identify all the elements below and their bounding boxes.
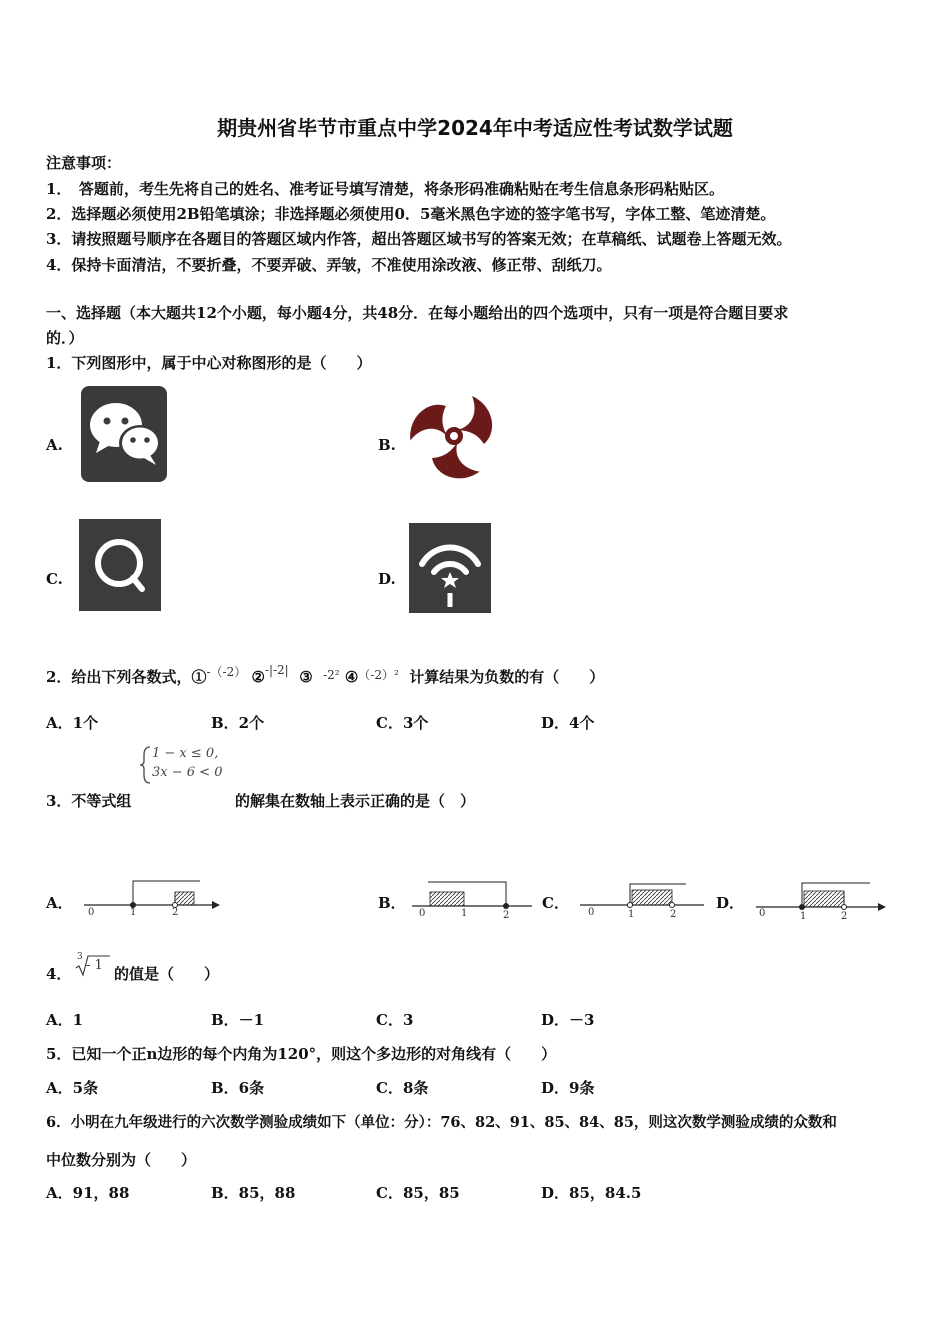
q3-option-d-label: D．: [716, 894, 745, 912]
q2-option-c: C．3个: [376, 714, 429, 732]
q3-stem-start: 3．不等式组: [46, 792, 132, 810]
q4-option-d: D．－3: [541, 1011, 595, 1029]
q3c-tick-2: 2: [670, 909, 677, 920]
phoenix-swirl-icon: [406, 388, 502, 484]
q2-stem: [46, 663, 605, 687]
q2-option-d: D．4个: [541, 714, 595, 732]
q3-option-b-label: B．: [378, 894, 406, 912]
notice-item-1: 1． 答题前，考生先将自己的姓名、准考证号填写清楚，将条形码准确粘贴在考生信息条形码粘贴区。: [46, 180, 724, 198]
page-title: 期贵州省毕节市重点中学2024年中考适应性考试数学试题: [217, 116, 733, 140]
q4-option-c: C．3: [376, 1011, 414, 1029]
q4-radical-index: 3: [77, 952, 83, 962]
q5-option-a: A．5条: [46, 1079, 99, 1097]
q3a-tick-2: 2: [172, 907, 179, 918]
q5-option-b: B．6条: [211, 1079, 265, 1097]
q3d-tick-1: 1: [800, 911, 807, 922]
q2-formula-2: -|-2|: [264, 663, 289, 677]
q4-option-a: A．1: [46, 1011, 84, 1029]
q6-option-d: D．85，84.5: [541, 1184, 642, 1202]
q3-option-c-label: C．: [542, 894, 569, 912]
q1-option-c-label: C.: [46, 570, 63, 588]
q6-option-c: C．85，85: [376, 1184, 460, 1202]
q2-formula-1: -（-2）: [206, 665, 247, 679]
q1-option-d-label: D.: [378, 570, 396, 588]
q4-option-b: B．－1: [211, 1011, 265, 1029]
q2-circle-4: ④: [344, 668, 359, 686]
q2-circle-2: ②: [251, 668, 265, 686]
q2-circle-3: ③: [299, 668, 313, 686]
q3b-tick-1: 1: [461, 908, 468, 919]
wifi-signal-icon: [408, 522, 492, 614]
q2-formula-3: -2²: [323, 668, 340, 682]
chat-bubbles-icon: [80, 385, 168, 483]
q3c-tick-0: 0: [588, 907, 595, 918]
number-line-d: [752, 876, 886, 926]
q3-option-a-label: A．: [46, 894, 73, 912]
q5-stem: 5．已知一个正n边形的每个内角为120°，则这个多边形的对角线有（ ）: [46, 1045, 557, 1063]
q2-stem-end: 计算结果为负数的有（ ）: [409, 668, 605, 686]
q6-option-a: A．91，88: [46, 1184, 130, 1202]
q5-option-c: C．8条: [376, 1079, 429, 1097]
q3c-tick-1: 1: [628, 909, 635, 920]
q3d-tick-2: 2: [841, 911, 848, 922]
notice-item-3: 3．请按照题号顺序在各题目的答题区域内作答，超出答题区域书写的答案无效；在草稿纸、试题卷上答题无效。: [46, 230, 792, 248]
notice-heading: 注意事项：: [46, 154, 122, 172]
number-line-a: [80, 876, 220, 926]
q6-option-b: B．85，88: [211, 1184, 296, 1202]
notice-item-4: 4．保持卡面清洁，不要折叠，不要弄破、弄皱，不准使用涂改液、修正带、刮纸刀。: [46, 256, 612, 274]
q3b-tick-0: 0: [419, 908, 426, 919]
q1-stem: 1．下列图形中，属于中心对称图形的是（ ）: [46, 354, 372, 372]
search-q-icon: [78, 518, 162, 612]
q4-stem-start: 4．: [46, 965, 72, 983]
q6-stem-line2: 中位数分别为（ ）: [46, 1151, 197, 1169]
q2-formula-4: （-2）²: [358, 668, 399, 682]
number-line-b: [408, 876, 536, 926]
section-heading-line1: 一、选择题（本大题共12个小题，每小题4分，共48分．在每小题给出的四个选项中，只有一项是符合题目要求: [46, 304, 789, 322]
q3d-tick-0: 0: [759, 908, 766, 919]
q3-stem-end: 的解集在数轴上表示正确的是（ ）: [235, 792, 476, 810]
q2-option-b: B．2个: [211, 714, 265, 732]
notice-item-2: 2．选择题必须使用2B铅笔填涂；非选择题必须使用0．5毫米黑色字迹的签字笔书写，字体工整、笔迹清楚。: [46, 205, 776, 223]
q1-option-b-label: B.: [378, 436, 396, 454]
section-heading-line2: 的．）: [46, 329, 84, 347]
q4-stem-end: 的值是（ ）: [114, 965, 220, 983]
q3b-tick-2: 2: [503, 910, 510, 921]
q5-option-d: D．9条: [541, 1079, 595, 1097]
q3-system-line1: 1 − x ≤ 0,: [152, 746, 219, 761]
q3a-tick-1: 1: [130, 907, 137, 918]
number-line-c: [576, 876, 708, 926]
q3-system-line2: 3x − 6 < 0: [152, 765, 223, 780]
q2-option-a: A．1个: [46, 714, 99, 732]
q3a-tick-0: 0: [88, 907, 95, 918]
q1-option-a-label: A.: [46, 436, 63, 454]
q4-radicand: - 1: [86, 958, 103, 973]
q2-stem-start: 2．给出下列各数式，①: [46, 668, 207, 686]
q6-stem-line1: 6．小明在九年级进行的六次数学测验成绩如下（单位：分）：76、82、91、85、84、85，则这次数学测验成绩的众数和: [46, 1114, 837, 1131]
